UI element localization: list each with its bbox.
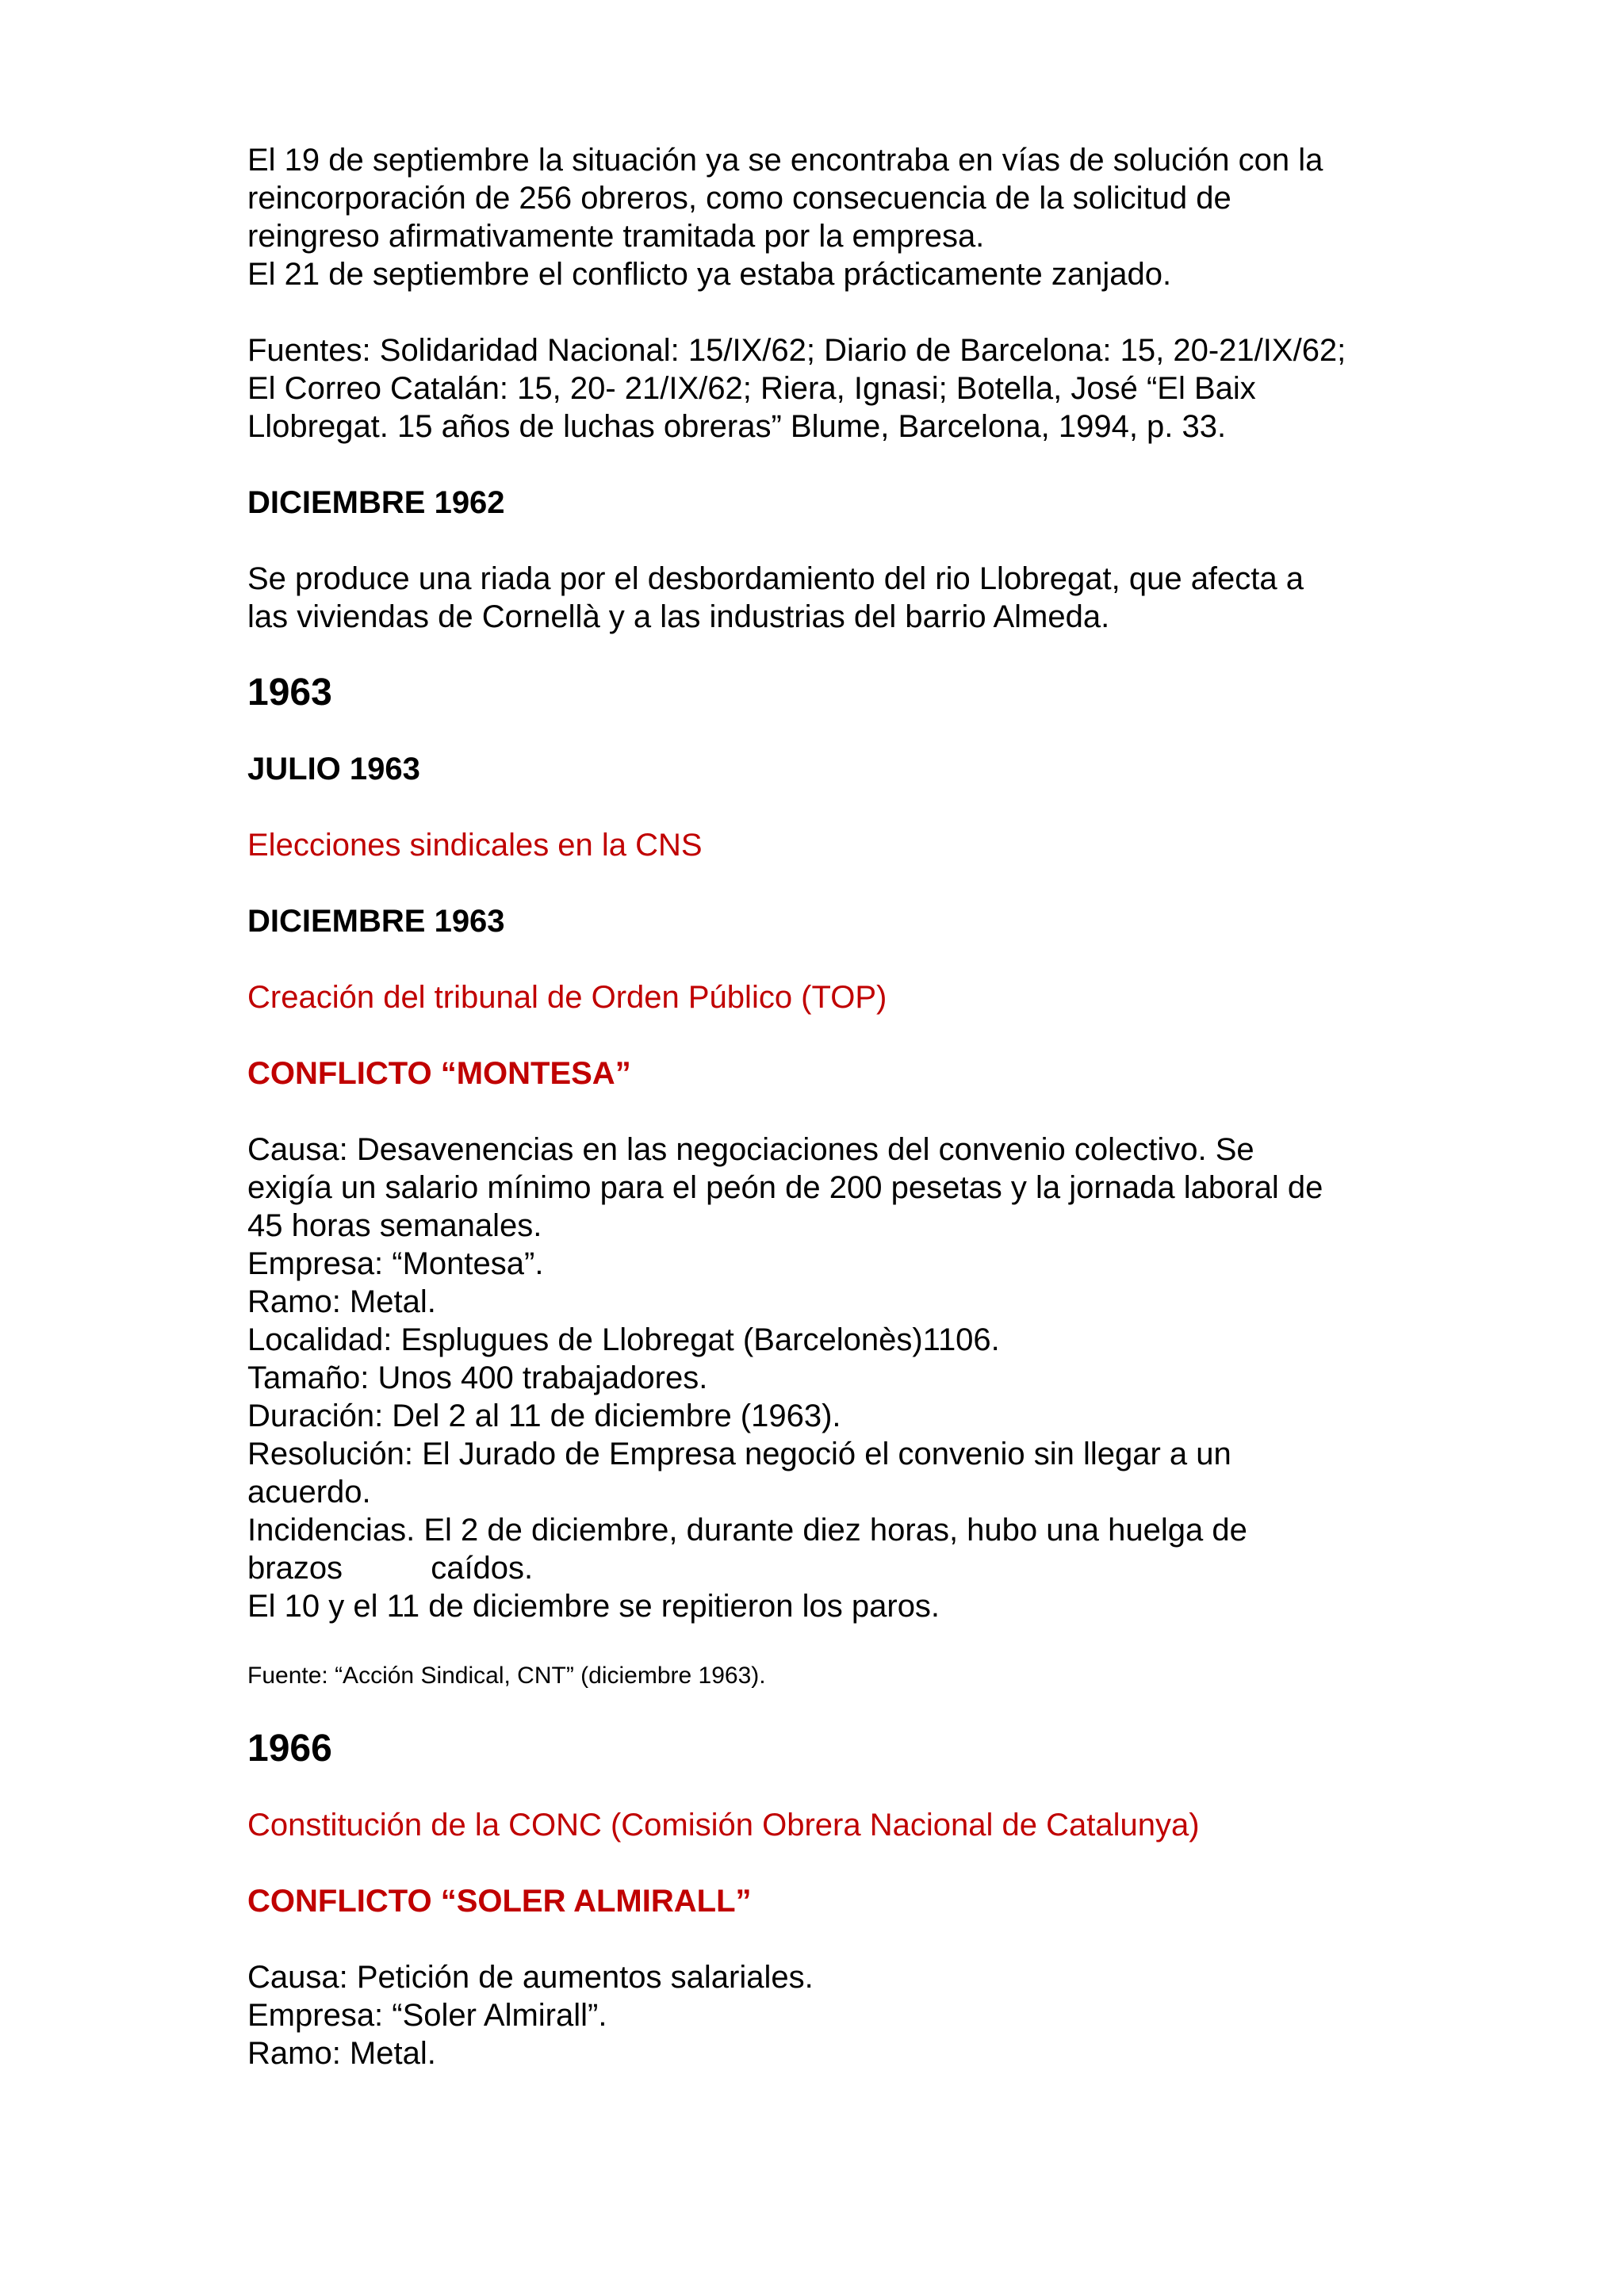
text-line: acuerdo.: [247, 1475, 371, 1510]
text-line: reincorporación de 256 obreros, como consecuencia de la solicitud de: [247, 181, 1231, 216]
text-line: Se produce una riada por el desbordamiento del rio Llobregat, que afecta a: [247, 561, 1304, 596]
text-line: Ramo: Metal.: [247, 2036, 436, 2071]
montesa-source: Fuente: “Acción Sindical, CNT” (diciembre 1963).: [247, 1663, 766, 1689]
text-line: El 10 y el 11 de diciembre se repitieron los paros.: [247, 1589, 940, 1624]
text-line: Causa: Desavenencias en las negociaciones del convenio colectivo. Se: [247, 1132, 1254, 1167]
soler-almirall-details: [247, 1958, 1437, 2072]
conflict-heading-soler-almirall: CONFLICTO “SOLER ALMIRALL”: [247, 1884, 752, 1919]
text-line: reingreso afirmativamente tramitada por la empresa.: [247, 219, 985, 254]
text-line: brazos caídos.: [247, 1551, 534, 1586]
year-heading-1966: 1966: [247, 1728, 332, 1770]
text-line: Causa: Petición de aumentos salariales.: [247, 1960, 814, 1995]
text-line: exigía un salario mínimo para el peón de 200 pesetas y la jornada laboral de: [247, 1170, 1323, 1205]
section-heading-jul-1963: JULIO 1963: [247, 752, 420, 786]
text-line: El 19 de septiembre la situación ya se encontraba en vías de solución con la: [247, 143, 1323, 178]
text-line: las viviendas de Cornellà y a las industrias del barrio Almeda.: [247, 599, 1110, 634]
intro-paragraph: [247, 141, 1437, 293]
text-line: Resolución: El Jurado de Empresa negoció el convenio sin llegar a un: [247, 1437, 1231, 1471]
sources-paragraph-1962: [247, 331, 1437, 446]
text-line: El 21 de septiembre el conflicto ya estaba prácticamente zanjado.: [247, 257, 1172, 292]
event-creacion-top: Creación del tribunal de Orden Público (TOP): [247, 980, 887, 1015]
year-heading-1963: 1963: [247, 672, 332, 714]
text-line: Incidencias. El 2 de diciembre, durante diez horas, hubo una huelga de: [247, 1513, 1247, 1548]
text-line: Empresa: “Soler Almirall”.: [247, 1998, 607, 2033]
text-line: Tamaño: Unos 400 trabajadores.: [247, 1360, 708, 1395]
section-heading-dic-1962: DICIEMBRE 1962: [247, 485, 505, 520]
section-heading-dic-1963: DICIEMBRE 1963: [247, 904, 505, 939]
text-line: Fuentes: Solidaridad Nacional: 15/IX/62; Diario de Barcelona: 15, 20-21/IX/62;: [247, 333, 1346, 368]
document-page: [247, 141, 1437, 2072]
text-line: El Correo Catalán: 15, 20- 21/IX/62; Riera, Ignasi; Botella, José “El Baix: [247, 371, 1256, 406]
text-line: Llobregat. 15 años de luchas obreras” Blume, Barcelona, 1994, p. 33.: [247, 409, 1227, 444]
text-line: 45 horas semanales.: [247, 1208, 542, 1243]
text-line: Duración: Del 2 al 11 de diciembre (1963).: [247, 1399, 841, 1433]
event-constitucion-conc: Constitución de la CONC (Comisión Obrera Nacional de Catalunya): [247, 1808, 1200, 1843]
text-line: Localidad: Esplugues de Llobregat (Barcelonès)1106.: [247, 1322, 1000, 1357]
riada-paragraph: [247, 560, 1437, 636]
montesa-details: [247, 1131, 1437, 1625]
text-line: Empresa: “Montesa”.: [247, 1246, 544, 1281]
event-elecciones-cns: Elecciones sindicales en la CNS: [247, 828, 703, 863]
text-line: Ramo: Metal.: [247, 1284, 436, 1319]
conflict-heading-montesa: CONFLICTO “MONTESA”: [247, 1056, 631, 1091]
